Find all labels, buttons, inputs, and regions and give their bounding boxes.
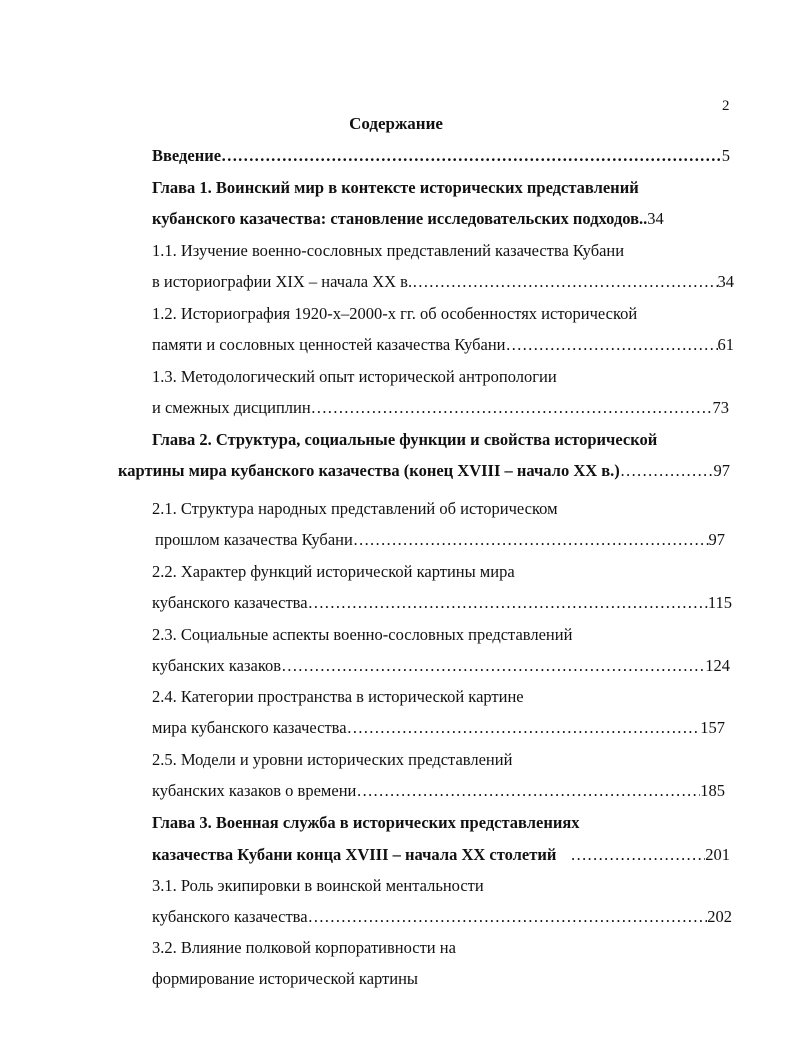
toc-entry-text: казачества Кубани конца XVIII – начала XX столетий <box>152 845 557 864</box>
toc-page-number: 185 <box>700 781 725 800</box>
toc-section-2-5-line-2 <box>152 781 725 801</box>
leader-dots <box>308 593 708 613</box>
toc-page-number: 202 <box>707 907 732 926</box>
toc-entry-text: и смежных дисциплин <box>152 398 311 417</box>
toc-section-2-4-line-2 <box>152 718 725 738</box>
toc-section-2-2-line-2 <box>152 593 732 613</box>
leader-dots <box>412 272 717 292</box>
leader-dots <box>506 335 718 355</box>
toc-chapter-1-line-1: Глава 1. Воинский мир в контексте исторических представлений <box>152 178 639 197</box>
leader-dots <box>353 530 709 550</box>
toc-entry-text: кубанских казаков <box>152 656 282 675</box>
toc-section-3-2-line-2: формирование исторической картины <box>152 969 419 988</box>
page-number: 2 <box>722 98 730 114</box>
toc-section-2-3-line-2 <box>152 656 730 676</box>
toc-page-number: 201 <box>705 845 730 864</box>
toc-entry-text: прошлом казачества Кубани <box>155 530 353 549</box>
toc-section-2-5-line-1: 2.5. Модели и уровни исторических представлений <box>152 750 513 769</box>
toc-entry-intro <box>152 146 730 166</box>
toc-entry-text: кубанского казачества <box>152 907 308 926</box>
toc-chapter-1-line-2 <box>152 209 734 229</box>
toc-entry-text: картины мира кубанского казачества (конец XVIII – начало XX в.) <box>118 461 620 480</box>
toc-section-3-1-line-2 <box>152 907 732 927</box>
leader-dots <box>620 461 714 481</box>
toc-page-number: 124 <box>705 656 730 675</box>
toc-section-2-1-line-2 <box>155 530 725 550</box>
toc-chapter-2-line-2 <box>118 461 730 481</box>
toc-section-1-2-line-1: 1.2. Историография 1920-х–2000-х гг. об особенностях исторической <box>152 304 638 323</box>
toc-section-1-1-line-1: 1.1. Изучение военно-сословных представлений казачества Кубани <box>152 241 625 260</box>
toc-page-number: 157 <box>700 718 725 737</box>
toc-section-1-1-line-2 <box>152 272 734 292</box>
toc-chapter-3-line-1: Глава 3. Военная служба в исторических представлениях <box>152 813 580 832</box>
toc-chapter-2-line-1: Глава 2. Структура, социальные функции и свойства исторической <box>152 430 658 449</box>
toc-page-number: 97 <box>713 461 730 480</box>
toc-entry-text: мира кубанского казачества <box>152 718 347 737</box>
toc-section-2-2-line-1: 2.2. Характер функций исторической картины мира <box>152 562 515 581</box>
leader-dots <box>356 781 700 801</box>
toc-section-2-3-line-1: 2.3. Социальные аспекты военно-сословных представлений <box>152 625 573 644</box>
toc-entry-text: кубанских казаков о времени <box>152 781 357 800</box>
toc-section-1-3-line-2 <box>152 398 729 418</box>
toc-section-3-1-line-1: 3.1. Роль экипировки в воинской ментальности <box>152 876 484 895</box>
toc-page-number: 115 <box>707 593 732 612</box>
leader-dots <box>281 656 705 676</box>
toc-page-number: 73 <box>712 398 729 417</box>
leader-dots <box>308 907 708 927</box>
toc-section-2-1-line-1: 2.1. Структура народных представлений об историческом <box>152 499 558 518</box>
leader-dots <box>570 845 705 865</box>
toc-page-number: 5 <box>721 146 730 165</box>
toc-page-number: 97 <box>708 530 725 549</box>
toc-entry-text: памяти и сословных ценностей казачества Кубани <box>152 335 506 354</box>
leader-dots <box>347 718 701 738</box>
toc-section-1-2-line-2 <box>152 335 734 355</box>
toc-entry-text: в историографии XIX – начала XX в. <box>152 272 413 291</box>
leader-dots <box>221 146 722 166</box>
toc-section-3-2-line-1: 3.2. Влияние полковой корпоративности на <box>152 938 456 957</box>
toc-page-number: 34 <box>647 209 664 228</box>
leader-dots <box>311 398 713 418</box>
toc-page-number: 61 <box>717 335 734 354</box>
toc-section-2-4-line-1: 2.4. Категории пространства в исторической картине <box>152 687 524 706</box>
toc-entry-text: Введение <box>152 146 222 165</box>
toc-page-number: 34 <box>717 272 734 291</box>
toc-entry-text: кубанского казачества <box>152 593 308 612</box>
toc-section-1-3-line-1: 1.3. Методологический опыт исторической антропологии <box>152 367 557 386</box>
toc-entry-text: кубанского казачества: становление исследовательских подходов.. <box>152 209 648 228</box>
toc-title: Содержание <box>349 114 443 133</box>
toc-chapter-3-line-2 <box>152 845 730 865</box>
